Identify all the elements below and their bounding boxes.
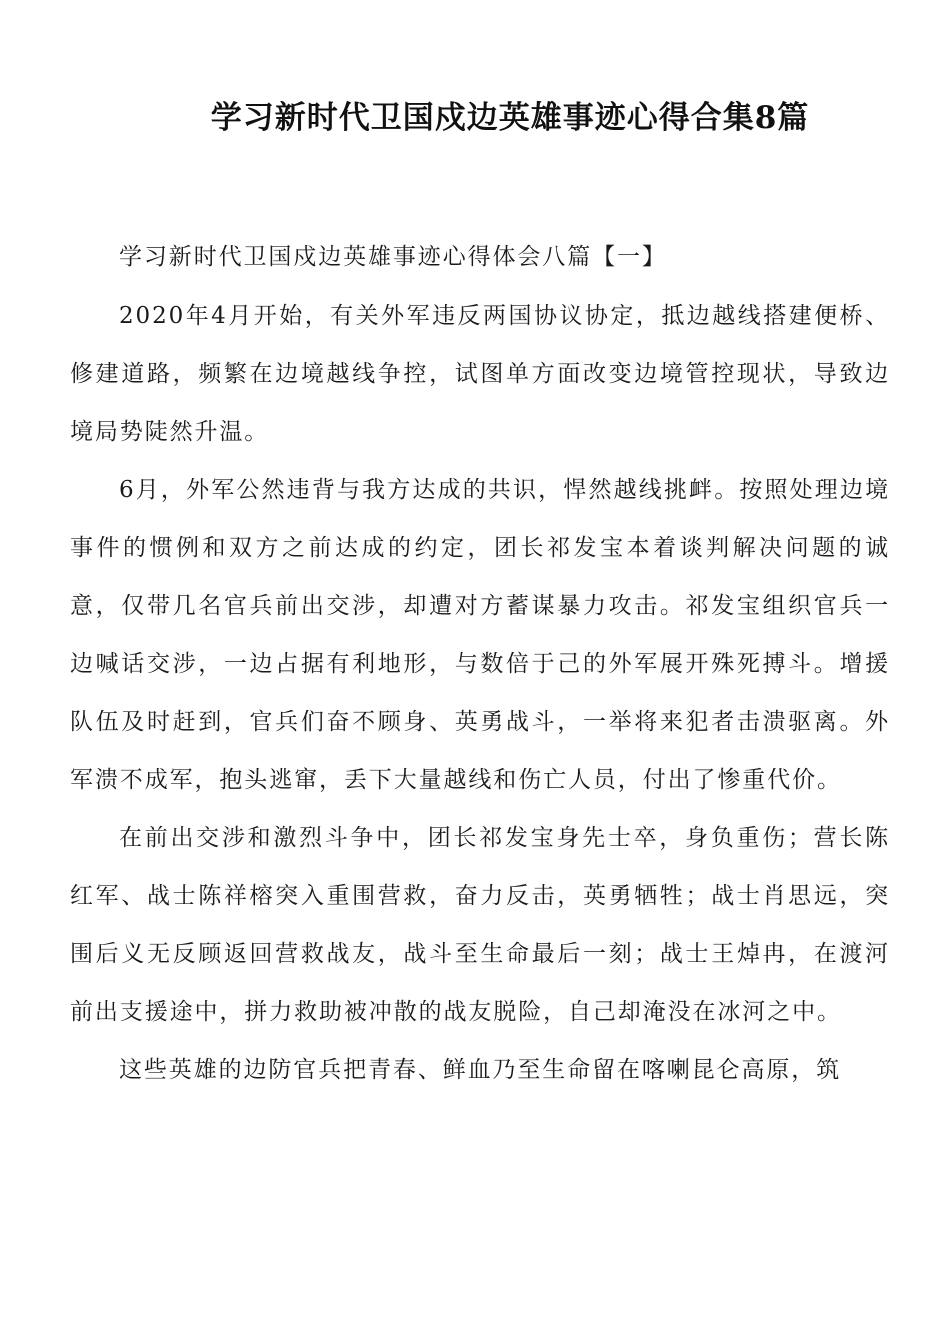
section-heading: 学习新时代卫国戍边英雄事迹心得体会八篇【一】: [119, 244, 667, 270]
paragraph-2: 6月，外军公然违背与我方达成的共识，悍然越线挑衅。按照处理边境事件的惯例和双方之前达成的约定，团长祁发宝本着谈判解决问题的诚意，仅带几名官兵前出交涉，却遭对方蓄谋暴力攻击。祁发宝组织官兵一边喊话交涉，一边占据有利地形，与数倍于己的外军展开殊死搏斗。增援队伍及时赶到，官兵们奋不顾身、英勇战斗，一举将来犯者击溃驱离。外军溃不成军，抱头逃窜，丢下大量越线和伤亡人员，付出了惨重代价。: [70, 477, 890, 793]
paragraph-4: 这些英雄的边防官兵把青春、鲜血乃至生命留在喀喇昆仑高原，筑: [119, 1057, 842, 1083]
document-title: 学习新时代卫国戍边英雄事迹心得合集8篇: [210, 100, 810, 136]
paragraph-1: 2020年4月开始，有关外军违反两国协议协定，抵边越线搭建便桥、修建道路，频繁在边境越线争控，试图单方面改变边境管控现状，导致边境局势陡然升温。: [70, 303, 890, 445]
document-body: [70, 228, 890, 1099]
paragraph-3: 在前出交涉和激烈斗争中，团长祁发宝身先士卒，身负重伤；营长陈红军、战士陈祥榕突入重围营救，奋力反击，英勇牺牲；战士肖思远，突围后义无反顾返回营救战友，战斗至生命最后一刻；战士王焯冉，在渡河前出支援途中，拼力救助被冲散的战友脱险，自己却淹没在冰河之中。: [70, 825, 890, 1025]
